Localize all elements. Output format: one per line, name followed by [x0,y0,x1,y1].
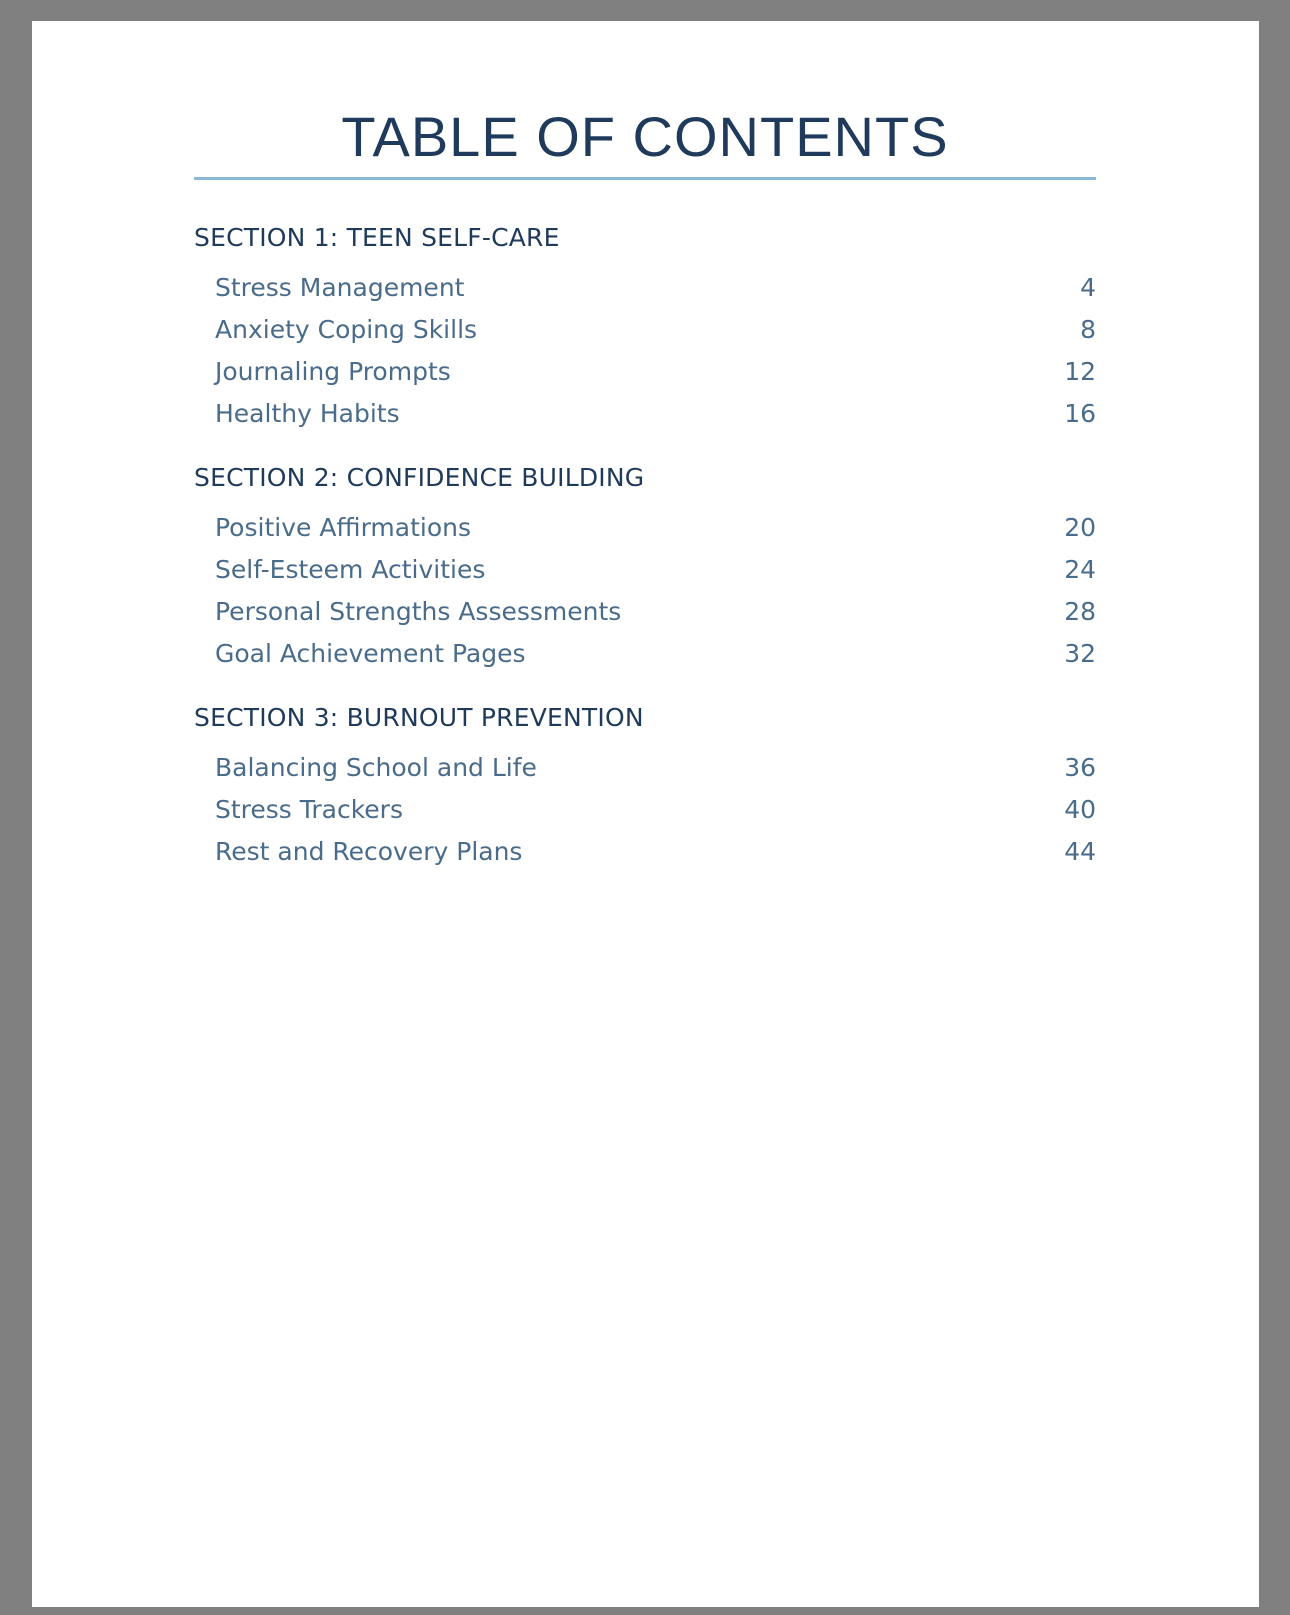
document-page [32,21,1259,1607]
toc-section-3 [194,700,1096,872]
toc-entry-label: Healthy Habits [215,398,400,428]
toc-entry-label: Self-Esteem Activities [215,554,486,584]
toc-entry[interactable] [194,590,1096,632]
toc-entry[interactable] [194,788,1096,830]
title-divider [194,177,1096,180]
toc-entry[interactable] [194,632,1096,674]
toc-section-1 [194,220,1096,434]
toc-entry-label: Goal Achievement Pages [215,638,526,668]
toc-entry-label: Positive Affirmations [215,512,472,542]
toc-entry-label: Journaling Prompts [215,356,451,386]
toc-entry-page: 36 [1064,752,1096,782]
toc-entry-page: 4 [1080,272,1096,302]
toc-entry[interactable] [194,392,1096,434]
toc-entry[interactable] [194,548,1096,590]
section-heading: SECTION 2: CONFIDENCE BUILDING [194,463,645,492]
toc-entry-label: Balancing School and Life [215,752,537,782]
section-heading: SECTION 1: TEEN SELF-CARE [194,223,560,252]
toc-entry-page: 12 [1064,356,1096,386]
toc-entry-label: Personal Strengths Assessments [215,596,622,626]
toc-entry[interactable] [194,266,1096,308]
toc-sections [194,220,1096,898]
toc-entry-label: Stress Trackers [215,794,403,824]
toc-entry[interactable] [194,830,1096,872]
toc-entry[interactable] [194,308,1096,350]
toc-entry-page: 20 [1064,512,1096,542]
toc-entry-label: Anxiety Coping Skills [215,314,478,344]
toc-entry-page: 28 [1064,596,1096,626]
toc-entry[interactable] [194,506,1096,548]
toc-entry[interactable] [194,350,1096,392]
toc-section-2 [194,460,1096,674]
toc-entry-page: 16 [1064,398,1096,428]
page-title: TABLE OF CONTENTS [341,105,949,168]
toc-entry-page: 40 [1064,794,1096,824]
toc-entry-page: 44 [1064,836,1096,866]
toc-entry-page: 24 [1064,554,1096,584]
toc-entry-label: Rest and Recovery Plans [215,836,523,866]
toc-entry[interactable] [194,746,1096,788]
toc-entry-page: 8 [1080,314,1096,344]
toc-entry-page: 32 [1064,638,1096,668]
toc-entry-label: Stress Management [215,272,465,302]
section-heading: SECTION 3: BURNOUT PREVENTION [194,703,644,732]
